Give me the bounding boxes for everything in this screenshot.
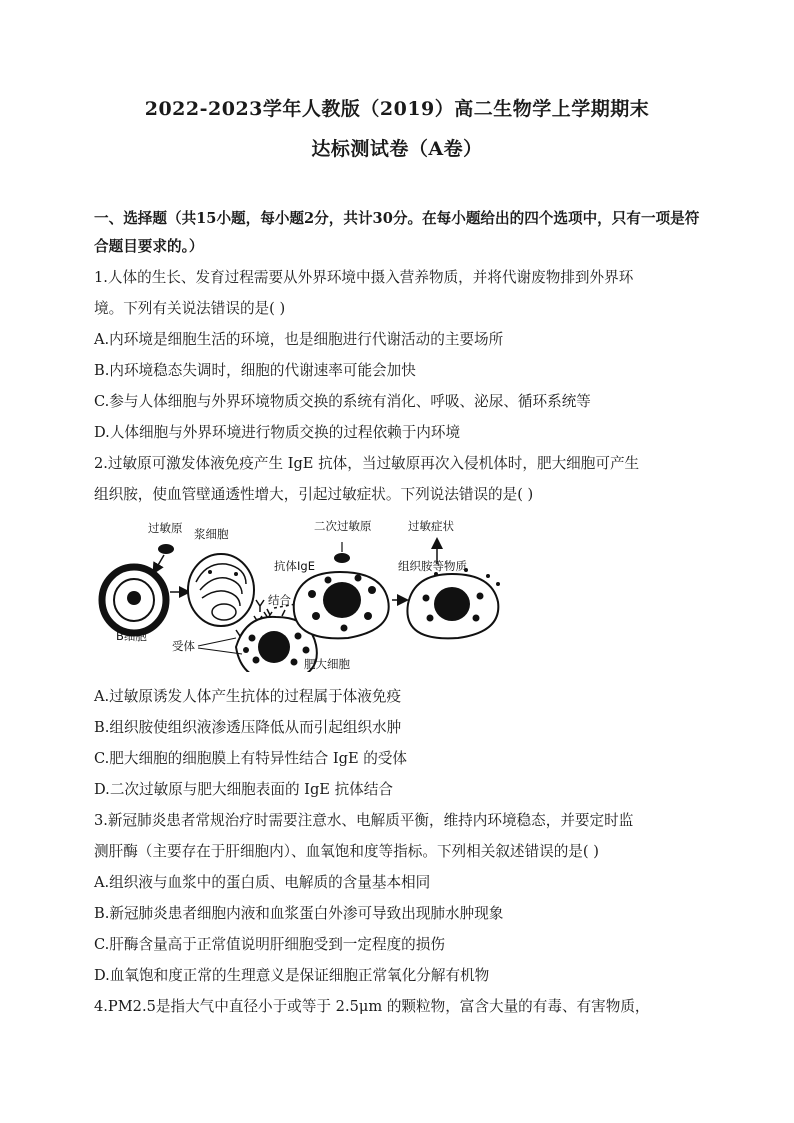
label-plasma-cell: 浆细胞: [194, 527, 229, 541]
page-subtitle: 达标测试卷（A卷）: [311, 138, 483, 160]
q2-option-d: D.二次过敏原与肥大细胞表面的 IgE 抗体结合: [94, 781, 393, 798]
mast-cell-center: [294, 572, 389, 638]
q3-stem-line1: 3.新冠肺炎患者常规治疗时需要注意水、电解质平衡，维持内环境稳态，并要定时监: [94, 812, 634, 829]
q2-option-b: B.组织胺使组织液渗透压降低从而引起组织水肿: [94, 719, 402, 736]
mast-cell-degranulated: [407, 568, 500, 638]
page-title: 2022-2023学年人教版（2019）高二生物学上学期期末: [144, 98, 650, 120]
q3-stem-line2: 测肝酶（主要存在于肝细胞内）、血氧饱和度等指标。下列相关叙述错误的是( ): [94, 843, 599, 860]
q4-stem-line1: 4.PM2.5是指大气中直径小于或等于 2.5μm 的颗粒物，富含大量的有毒、有害物质，: [94, 998, 650, 1015]
label-allergen: 过敏原: [148, 521, 183, 535]
q3-option-b: B.新冠肺炎患者细胞内液和血浆蛋白外渗可导致出现肺水肿现象: [94, 905, 504, 922]
q2-option-a: A.过敏原诱发人体产生抗体的过程属于体液免疫: [94, 688, 402, 705]
q2-stem-line1: 2.过敏原可激发体液免疫产生 IgE 抗体，当过敏原再次入侵机体时，肥大细胞可产生: [94, 455, 640, 472]
label-b-cell: B细胞: [116, 629, 147, 643]
q1-option-c: C.参与人体细胞与外界环境物质交换的系统有消化、呼吸、泌尿、循环系统等: [94, 393, 591, 410]
q3-option-c: C.肝酶含量高于正常值说明肝细胞受到一定程度的损伤: [94, 936, 445, 953]
section-heading: 一、选择题（共15小题，每小题2分，共计30分。在每小题给出的四个选项中，只有一项是符合题目要求的。）: [94, 210, 700, 255]
label-receptor: 受体: [172, 639, 195, 653]
label-bind: 结合: [268, 593, 291, 607]
label-second-allergen: 二次过敏原: [314, 519, 372, 533]
label-mast-cell: 肥大细胞: [304, 657, 350, 671]
plasma-cell-drawing: [188, 554, 254, 626]
second-allergen-shape: [334, 553, 350, 563]
label-antibody: 抗体IgE: [274, 559, 315, 573]
q3-option-a: A.组织液与血浆中的蛋白质、电解质的含量基本相同: [94, 874, 431, 891]
label-symptom: 过敏症状: [408, 519, 454, 533]
allergen-shape: [158, 544, 174, 554]
q2-option-c: C.肥大细胞的细胞膜上有特异性结合 IgE 的受体: [94, 750, 408, 767]
q1-option-b: B.内环境稳态失调时，细胞的代谢速率可能会加快: [94, 362, 416, 379]
allergy-diagram: [96, 512, 506, 672]
b-cell-drawing: [102, 567, 166, 633]
q1-option-a: A.内环境是细胞生活的环境，也是细胞进行代谢活动的主要场所: [94, 331, 504, 348]
q1-stem-line2: 境。下列有关说法错误的是( ): [94, 300, 286, 317]
label-histamine: 组织胺等物质: [398, 559, 467, 573]
q2-stem-line2: 组织胺，使血管壁通透性增大，引起过敏症状。下列说法错误的是( ): [94, 486, 534, 503]
q3-option-d: D.血氧饱和度正常的生理意义是保证细胞正常氧化分解有机物: [94, 967, 490, 984]
allergy-mechanism-figure: [96, 512, 506, 672]
q1-option-d: D.人体细胞与外界环境进行物质交换的过程依赖于内环境: [94, 424, 461, 441]
q1-stem-line1: 1.人体的生长、发育过程需要从外界环境中摄入营养物质，并将代谢废物排到外界环: [94, 269, 634, 286]
